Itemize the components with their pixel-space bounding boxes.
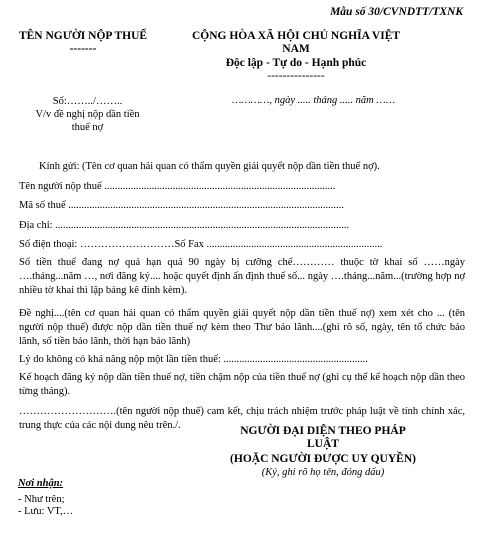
recipients-title: Nơi nhận: [18, 478, 64, 489]
header-right-divider: --------------- [267, 70, 325, 82]
national-motto: Độc lập - Tự do - Hạnh phúc [225, 57, 367, 69]
signature-note: (Ký, ghi rõ họ tên, đóng dấu) [261, 466, 385, 478]
address-field: Địa chỉ: ................................................................................................................ [19, 220, 350, 231]
header-left-divider: ------- [69, 43, 97, 55]
recipients-block [18, 478, 73, 519]
document-number: Số:……../…….. [52, 96, 123, 107]
payment-plan-paragraph: Kế hoạch đăng ký nộp dần tiền thuế nợ, tiền chậm nộp của tiền thuế nợ (ghi cụ thể kế hoạch nộp dần theo từng tháng). [19, 372, 465, 397]
representative-title: NGƯỜI ĐẠI DIỆN THEO PHÁP LUẬT [240, 425, 406, 450]
reference-block [20, 95, 155, 134]
tax-code-field: Mã số thuế ......................................................................................................... [19, 200, 344, 211]
phone-fax-field: Số điện thoại: ………………………Số Fax ................................................................... [19, 239, 383, 250]
taxpayer-name-field: Tên người nộp thuế ........................................................................................ [19, 181, 336, 192]
request-paragraph: Đề nghị....(tên cơ quan hải quan có thẩm quyền giải quyết nộp dần tiền thuế nợ) xem xét cho ... (tên người nộp thuế) được nộp dần tiền thuế nợ kèm theo Thư bảo lãnh....(ghi rõ số, ngày, tên tổ chức bảo lãnh, số tiền bảo lãnh, thời hạn bảo lãnh) [19, 308, 465, 347]
recipient-item: - Lưu: VT,… [18, 506, 74, 517]
addressee-line: Kính gửi: (Tên cơ quan hải quan có thẩm quyền giải quyết nộp dần tiền thuế nợ). [39, 161, 380, 172]
document-subject: V/v đề nghị nộp dần tiền thuế nợ [35, 109, 140, 133]
commitment-paragraph: ……………………….(tên người nộp thuế) cam kết, chịu trách nhiệm trước pháp luật về tính chính xác, trung thực của các nội dung nêu trên./. [19, 406, 465, 431]
reason-field: Lý do không có khả năng nộp một lần tiền thuế: ....................................................... [19, 354, 368, 365]
overdue-debt-paragraph: Số tiền thuế đang nợ quá hạn quá 90 ngày bị cưỡng chế………… thuộc tờ khai số ……ngày ….tháng...năm …, nơi đăng ký.... hoặc quyết định ấn định thuế số... ngày ….tháng...năm...(trường hợp nợ nhiều tờ khai thì lập bảng kê đính kèm). [19, 257, 465, 296]
signature-block [230, 425, 416, 479]
header-right [186, 30, 406, 83]
header-left [18, 30, 148, 56]
place-and-date: …………, ngày ..... tháng ..... năm …… [232, 95, 396, 106]
form-code: Mẫu số 30/CVNDTT/TXNK [330, 6, 463, 18]
country-name: CỘNG HÒA XÃ HỘI CHỦ NGHĨA VIỆT NAM [191, 30, 401, 55]
taxpayer-name-heading: TÊN NGƯỜI NỘP THUẾ [18, 30, 148, 42]
recipient-item: - Như trên; [18, 493, 65, 505]
authorized-title: (HOẶC NGƯỜI ĐƯỢC UY QUYỀN) [230, 453, 416, 465]
